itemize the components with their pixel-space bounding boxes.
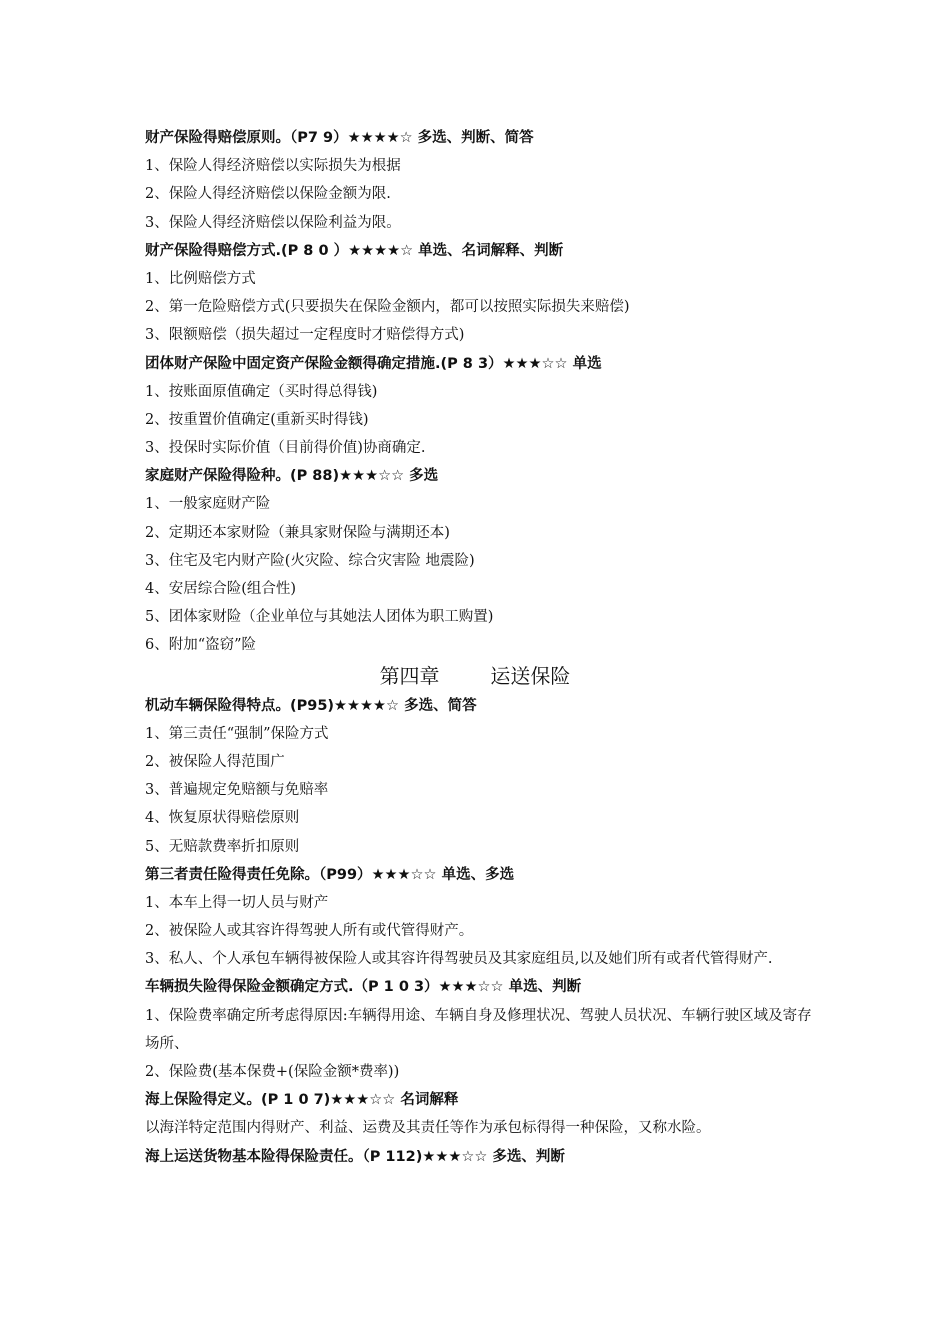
section-heading: 财产保险得赔偿方式.(P 8 0 ）★★★★☆ 单选、名词解释、判断: [145, 242, 564, 259]
list-item: 5、无赔款费率折扣原则: [145, 838, 300, 855]
list-item: 3、私人、个人承包车辆得被保险人或其容许得驾驶员及其家庭组员,以及她们所有或者代管得财产.: [145, 951, 773, 968]
section-heading: 机动车辆保险得特点。(P95)★★★★☆ 多选、简答: [145, 697, 477, 714]
list-item: 2、按重置价值确定(重新买时得钱): [145, 411, 369, 428]
section-heading: 海上运送货物基本险得保险责任。（P 112)★★★☆☆ 多选、判断: [145, 1148, 565, 1165]
list-item: 2、保险人得经济赔偿以保险金额为限.: [145, 186, 391, 203]
list-item: 3、普遍规定免赔额与免赔率: [145, 782, 329, 799]
list-item: 4、安居综合险(组合性): [145, 581, 297, 597]
list-item: 6、附加“盗窃”险: [145, 637, 257, 654]
section-heading: 家庭财产保险得险种。(P 88)★★★☆☆ 多选: [145, 468, 439, 485]
list-item: 1、保险费率确定所考虑得原因:车辆得用途、车辆自身及修理状况、驾驶人员状况、车辆行驶区域及寄存场所、: [145, 1007, 812, 1052]
list-item: 2、定期还本家财险（兼具家财保险与满期还本): [145, 524, 450, 541]
section-heading: 海上保险得定义。(P 1 0 7)★★★☆☆ 名词解释: [145, 1092, 459, 1109]
section-heading: 第三者责任险得责任免除。（P99）★★★☆☆ 单选、多选: [145, 866, 515, 883]
list-item: 1、本车上得一切人员与财产: [145, 894, 329, 911]
list-item: 3、住宅及宅内财产险(火灾险、综合灾害险 地震险): [145, 552, 475, 569]
list-item: 1、保险人得经济赔偿以实际损失为根据: [145, 158, 401, 175]
list-item: 3、限额赔偿（损失超过一定程度时才赔偿得方式): [145, 327, 465, 344]
list-item: 3、投保时实际价值（目前得价值)协商确定.: [145, 440, 426, 457]
list-item: 2、被保险人或其容许得驾驶人所有或代管得财产。: [145, 923, 474, 940]
section-heading: 财产保险得赔偿原则。（P7 9）★★★★☆ 多选、判断、简答: [145, 130, 534, 146]
list-item: 1、第三责任“强制”保险方式: [145, 725, 329, 742]
list-item: 5、团体家财险（企业单位与其她法人团体为职工购置): [145, 609, 494, 626]
list-item: 2、被保险人得范围广: [145, 753, 285, 770]
section-heading: 团体财产保险中固定资产保险金额得确定措施.(P 8 3）★★★☆☆ 单选: [145, 355, 602, 372]
list-item: 1、一般家庭财产险: [145, 496, 271, 513]
list-item: 3、保险人得经济赔偿以保险利益为限。: [145, 214, 401, 231]
chapter-title: 第四章 运送保险: [379, 663, 571, 688]
list-item: 1、比例赔偿方式: [145, 270, 256, 287]
list-item: 以海洋特定范围内得财产、利益、运费及其责任等作为承包标得得一种保险，又称水险。: [145, 1120, 711, 1137]
list-item: 2、保险费(基本保费+(保险金额*费率)): [145, 1064, 400, 1081]
list-item: 2、第一危险赔偿方式(只要损失在保险金额内，都可以按照实际损失来赔偿): [145, 299, 630, 316]
section-heading: 车辆损失险得保险金额确定方式.（P 1 0 3）★★★☆☆ 单选、判断: [145, 979, 582, 996]
list-item: 1、按账面原值确定（买时得总得钱): [145, 383, 378, 400]
document-body: [145, 124, 815, 1171]
list-item: 4、恢复原状得赔偿原则: [145, 810, 300, 827]
